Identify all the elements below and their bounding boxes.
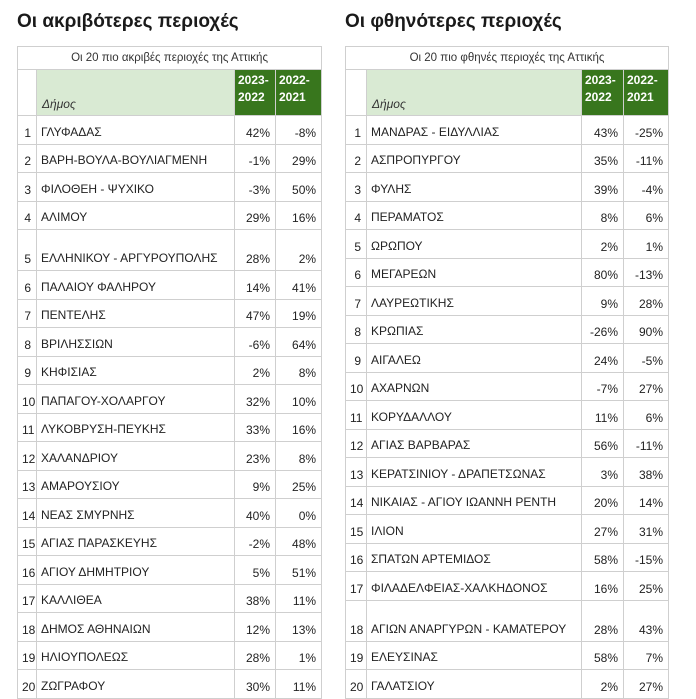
municipality-cell: ΝΕΑΣ ΣΜΥΡΝΗΣ bbox=[37, 499, 235, 528]
change-2023-2022-cell: 35% bbox=[582, 144, 624, 173]
municipality-cell: ΠΑΛΑΙΟΥ ΦΑΛΗΡΟΥ bbox=[37, 271, 235, 300]
table-row bbox=[346, 401, 669, 430]
municipality-cell: ΑΓΙΩΝ ΑΝΑΡΓΥΡΩΝ - ΚΑΜΑΤΕΡΟΥ bbox=[367, 600, 582, 641]
change-2022-2021-cell: 25% bbox=[624, 572, 669, 601]
change-2023-2022-cell: -3% bbox=[235, 173, 276, 202]
change-2023-2022-cell: 5% bbox=[235, 556, 276, 585]
change-2022-2021-cell: 50% bbox=[276, 173, 322, 202]
expensive-areas-title: Οι ακριβότερες περιοχές bbox=[17, 11, 239, 32]
rank-cell: 19 bbox=[18, 641, 37, 670]
change-2022-2021-cell: 1% bbox=[624, 230, 669, 259]
change-2023-2022-cell: 9% bbox=[582, 287, 624, 316]
rank-cell: 11 bbox=[18, 413, 37, 442]
change-2023-2022-cell: 27% bbox=[582, 515, 624, 544]
table-row bbox=[18, 173, 322, 202]
municipality-cell: ΜΑΝΔΡΑΣ - ΕΙΔΥΛΛΙΑΣ bbox=[367, 116, 582, 145]
table-caption: Οι 20 πιο φθηνές περιοχές της Αττικής bbox=[346, 47, 669, 70]
table-row bbox=[346, 344, 669, 373]
table-row bbox=[18, 641, 322, 670]
municipality-cell: ΜΕΓΑΡΕΩΝ bbox=[367, 258, 582, 287]
rank-cell: 9 bbox=[18, 356, 37, 385]
municipality-cell: ΕΛΕΥΣΙΝΑΣ bbox=[367, 641, 582, 670]
change-2023-2022-cell: -2% bbox=[235, 527, 276, 556]
municipality-cell: ΑΜΑΡΟΥΣΙΟΥ bbox=[37, 470, 235, 499]
change-2023-2022-cell: 40% bbox=[235, 499, 276, 528]
cheap-areas-title: Οι φθηνότερες περιοχές bbox=[345, 11, 562, 32]
change-2022-2021-cell: 31% bbox=[624, 515, 669, 544]
rank-cell: 3 bbox=[18, 173, 37, 202]
table-row bbox=[18, 271, 322, 300]
rank-cell: 12 bbox=[18, 442, 37, 471]
municipality-cell: ΣΠΑΤΩΝ ΑΡΤΕΜΙΔΟΣ bbox=[367, 543, 582, 572]
rank-cell: 11 bbox=[346, 401, 367, 430]
rank-cell: 15 bbox=[18, 527, 37, 556]
cheap-areas-table bbox=[345, 46, 669, 699]
municipality-cell: ΑΧΑΡΝΩΝ bbox=[367, 372, 582, 401]
change-2022-2021-cell: -8% bbox=[276, 116, 322, 145]
municipality-cell: ΚΟΡΥΔΑΛΛΟΥ bbox=[367, 401, 582, 430]
change-2023-2022-cell: 23% bbox=[235, 442, 276, 471]
change-2023-2022-cell: 11% bbox=[582, 401, 624, 430]
header-blank bbox=[18, 70, 37, 116]
change-2022-2021-cell: 48% bbox=[276, 527, 322, 556]
table-row bbox=[18, 328, 322, 357]
table-row bbox=[346, 173, 669, 202]
change-2023-2022-cell: 43% bbox=[582, 116, 624, 145]
year-header-2022-2021: 2022-2021 bbox=[276, 70, 322, 116]
change-2023-2022-cell: 80% bbox=[582, 258, 624, 287]
change-2022-2021-cell: 8% bbox=[276, 356, 322, 385]
rank-cell: 17 bbox=[346, 572, 367, 601]
change-2022-2021-cell: -13% bbox=[624, 258, 669, 287]
municipality-cell: ΛΑΥΡΕΩΤΙΚΗΣ bbox=[367, 287, 582, 316]
change-2023-2022-cell: 30% bbox=[235, 670, 276, 699]
change-2023-2022-cell: 2% bbox=[235, 356, 276, 385]
municipality-cell: ΑΓΙΟΥ ΔΗΜΗΤΡΙΟΥ bbox=[37, 556, 235, 585]
change-2022-2021-cell: -4% bbox=[624, 173, 669, 202]
table-row bbox=[18, 670, 322, 699]
change-2022-2021-cell: 7% bbox=[624, 641, 669, 670]
rank-cell: 4 bbox=[18, 201, 37, 230]
table-row bbox=[18, 356, 322, 385]
municipality-cell: ΦΙΛΟΘΕΗ - ΨΥΧΙΚΟ bbox=[37, 173, 235, 202]
rank-cell: 19 bbox=[346, 641, 367, 670]
change-2022-2021-cell: 38% bbox=[624, 458, 669, 487]
year-header-2023-2022: 2023-2022 bbox=[582, 70, 624, 116]
change-2023-2022-cell: 2% bbox=[582, 670, 624, 699]
change-2023-2022-cell: 32% bbox=[235, 385, 276, 414]
municipality-cell: ΒΡΙΛΗΣΣΙΩΝ bbox=[37, 328, 235, 357]
change-2022-2021-cell: 11% bbox=[276, 584, 322, 613]
municipality-cell: ΒΑΡΗ-ΒΟΥΛΑ-ΒΟΥΛΙΑΓΜΕΝΗ bbox=[37, 144, 235, 173]
table-row bbox=[18, 470, 322, 499]
change-2023-2022-cell: 8% bbox=[582, 201, 624, 230]
change-2023-2022-cell: 56% bbox=[582, 429, 624, 458]
municipality-cell: ΠΕΝΤΕΛΗΣ bbox=[37, 299, 235, 328]
rank-cell: 4 bbox=[346, 201, 367, 230]
municipality-cell: ΑΓΙΑΣ ΠΑΡΑΣΚΕΥΗΣ bbox=[37, 527, 235, 556]
change-2023-2022-cell: -6% bbox=[235, 328, 276, 357]
rank-cell: 8 bbox=[18, 328, 37, 357]
change-2022-2021-cell: 19% bbox=[276, 299, 322, 328]
municipality-cell: ΙΛΙΟΝ bbox=[367, 515, 582, 544]
change-2022-2021-cell: 13% bbox=[276, 613, 322, 642]
change-2023-2022-cell: 3% bbox=[582, 458, 624, 487]
change-2022-2021-cell: 8% bbox=[276, 442, 322, 471]
change-2022-2021-cell: 29% bbox=[276, 144, 322, 173]
table-row bbox=[346, 429, 669, 458]
table-row bbox=[346, 287, 669, 316]
table-row bbox=[346, 372, 669, 401]
table-row bbox=[18, 385, 322, 414]
change-2022-2021-cell: 14% bbox=[624, 486, 669, 515]
change-2023-2022-cell: 9% bbox=[235, 470, 276, 499]
table-row bbox=[18, 413, 322, 442]
rank-cell: 14 bbox=[346, 486, 367, 515]
table-row bbox=[18, 230, 322, 271]
change-2022-2021-cell: 16% bbox=[276, 201, 322, 230]
rank-cell: 2 bbox=[18, 144, 37, 173]
municipality-cell: ΖΩΓΡΑΦΟΥ bbox=[37, 670, 235, 699]
municipality-cell: ΔΗΜΟΣ ΑΘΗΝΑΙΩΝ bbox=[37, 613, 235, 642]
table-row bbox=[346, 458, 669, 487]
change-2023-2022-cell: 28% bbox=[235, 230, 276, 271]
rank-cell: 16 bbox=[18, 556, 37, 585]
table-row bbox=[18, 201, 322, 230]
change-2023-2022-cell: 42% bbox=[235, 116, 276, 145]
municipality-header: Δήμος bbox=[37, 70, 235, 116]
table-row bbox=[346, 641, 669, 670]
table-row bbox=[18, 442, 322, 471]
table-row bbox=[346, 230, 669, 259]
change-2022-2021-cell: 27% bbox=[624, 372, 669, 401]
change-2023-2022-cell: 47% bbox=[235, 299, 276, 328]
municipality-cell: ΑΙΓΑΛΕΩ bbox=[367, 344, 582, 373]
rank-cell: 17 bbox=[18, 584, 37, 613]
municipality-cell: ΓΑΛΑΤΣΙΟΥ bbox=[367, 670, 582, 699]
change-2023-2022-cell: 33% bbox=[235, 413, 276, 442]
change-2023-2022-cell: 20% bbox=[582, 486, 624, 515]
change-2023-2022-cell: 28% bbox=[235, 641, 276, 670]
rank-cell: 9 bbox=[346, 344, 367, 373]
change-2022-2021-cell: 64% bbox=[276, 328, 322, 357]
municipality-cell: ΝΙΚΑΙΑΣ - ΑΓΙΟΥ ΙΩΑΝΝΗ ΡΕΝΤΗ bbox=[367, 486, 582, 515]
municipality-cell: ΠΑΠΑΓΟΥ-ΧΟΛΑΡΓΟΥ bbox=[37, 385, 235, 414]
municipality-cell: ΠΕΡΑΜΑΤΟΣ bbox=[367, 201, 582, 230]
table-row bbox=[18, 527, 322, 556]
change-2023-2022-cell: 2% bbox=[582, 230, 624, 259]
change-2023-2022-cell: 12% bbox=[235, 613, 276, 642]
change-2022-2021-cell: -11% bbox=[624, 144, 669, 173]
rank-cell: 16 bbox=[346, 543, 367, 572]
rank-cell: 5 bbox=[346, 230, 367, 259]
change-2023-2022-cell: 28% bbox=[582, 600, 624, 641]
municipality-cell: ΚΑΛΛΙΘΕΑ bbox=[37, 584, 235, 613]
change-2022-2021-cell: 2% bbox=[276, 230, 322, 271]
change-2022-2021-cell: 1% bbox=[276, 641, 322, 670]
rank-cell: 10 bbox=[346, 372, 367, 401]
municipality-cell: ΚΕΡΑΤΣΙΝΙΟΥ - ΔΡΑΠΕΤΣΩΝΑΣ bbox=[367, 458, 582, 487]
municipality-cell: ΑΓΙΑΣ ΒΑΡΒΑΡΑΣ bbox=[367, 429, 582, 458]
change-2022-2021-cell: 25% bbox=[276, 470, 322, 499]
municipality-cell: ΗΛΙΟΥΠΟΛΕΩΣ bbox=[37, 641, 235, 670]
change-2022-2021-cell: 10% bbox=[276, 385, 322, 414]
table-row bbox=[18, 613, 322, 642]
rank-cell: 14 bbox=[18, 499, 37, 528]
table-row bbox=[346, 515, 669, 544]
change-2023-2022-cell: -7% bbox=[582, 372, 624, 401]
change-2022-2021-cell: 16% bbox=[276, 413, 322, 442]
change-2023-2022-cell: 58% bbox=[582, 641, 624, 670]
table-row bbox=[346, 543, 669, 572]
municipality-cell: ΑΣΠΡΟΠΥΡΓΟΥ bbox=[367, 144, 582, 173]
change-2023-2022-cell: 39% bbox=[582, 173, 624, 202]
municipality-cell: ΓΛΥΦΑΔΑΣ bbox=[37, 116, 235, 145]
expensive-areas-table bbox=[17, 46, 322, 699]
change-2022-2021-cell: 0% bbox=[276, 499, 322, 528]
change-2022-2021-cell: 90% bbox=[624, 315, 669, 344]
change-2022-2021-cell: 6% bbox=[624, 201, 669, 230]
table-row bbox=[18, 584, 322, 613]
municipality-cell: ΛΥΚΟΒΡΥΣΗ-ΠΕΥΚΗΣ bbox=[37, 413, 235, 442]
table-row bbox=[346, 486, 669, 515]
rank-cell: 10 bbox=[18, 385, 37, 414]
rank-cell: 5 bbox=[18, 230, 37, 271]
year-header-2022-2021: 2022-2021 bbox=[624, 70, 669, 116]
rank-cell: 7 bbox=[346, 287, 367, 316]
municipality-cell: ΧΑΛΑΝΔΡΙΟΥ bbox=[37, 442, 235, 471]
year-header-2023-2022: 2023-2022 bbox=[235, 70, 276, 116]
change-2022-2021-cell: 43% bbox=[624, 600, 669, 641]
rank-cell: 15 bbox=[346, 515, 367, 544]
change-2023-2022-cell: 14% bbox=[235, 271, 276, 300]
change-2022-2021-cell: 6% bbox=[624, 401, 669, 430]
rank-cell: 18 bbox=[18, 613, 37, 642]
change-2023-2022-cell: 38% bbox=[235, 584, 276, 613]
rank-cell: 20 bbox=[18, 670, 37, 699]
rank-cell: 12 bbox=[346, 429, 367, 458]
municipality-cell: ΚΡΩΠΙΑΣ bbox=[367, 315, 582, 344]
rank-cell: 2 bbox=[346, 144, 367, 173]
rank-cell: 13 bbox=[18, 470, 37, 499]
municipality-cell: ΦΙΛΑΔΕΛΦΕΙΑΣ-ΧΑΛΚΗΔΟΝΟΣ bbox=[367, 572, 582, 601]
table-row bbox=[346, 201, 669, 230]
rank-cell: 1 bbox=[18, 116, 37, 145]
header-blank bbox=[346, 70, 367, 116]
change-2023-2022-cell: 58% bbox=[582, 543, 624, 572]
rank-cell: 7 bbox=[18, 299, 37, 328]
municipality-cell: ΩΡΩΠΟΥ bbox=[367, 230, 582, 259]
table-row bbox=[346, 315, 669, 344]
table-row bbox=[346, 258, 669, 287]
table-row bbox=[346, 572, 669, 601]
change-2022-2021-cell: 41% bbox=[276, 271, 322, 300]
rank-cell: 3 bbox=[346, 173, 367, 202]
table-row bbox=[18, 299, 322, 328]
table-row bbox=[346, 600, 669, 641]
change-2022-2021-cell: -5% bbox=[624, 344, 669, 373]
municipality-header: Δήμος bbox=[367, 70, 582, 116]
expensive-areas-rows bbox=[18, 116, 322, 699]
table-row bbox=[18, 116, 322, 145]
municipality-cell: ΑΛΙΜΟΥ bbox=[37, 201, 235, 230]
change-2022-2021-cell: -11% bbox=[624, 429, 669, 458]
table-row bbox=[346, 670, 669, 699]
rank-cell: 6 bbox=[346, 258, 367, 287]
change-2023-2022-cell: 29% bbox=[235, 201, 276, 230]
municipality-cell: ΕΛΛΗΝΙΚΟΥ - ΑΡΓΥΡΟΥΠΟΛΗΣ bbox=[37, 230, 235, 271]
change-2023-2022-cell: -26% bbox=[582, 315, 624, 344]
change-2023-2022-cell: -1% bbox=[235, 144, 276, 173]
cheap-areas-rows bbox=[346, 116, 669, 699]
table-row bbox=[346, 116, 669, 145]
change-2022-2021-cell: -15% bbox=[624, 543, 669, 572]
change-2022-2021-cell: 27% bbox=[624, 670, 669, 699]
change-2022-2021-cell: 28% bbox=[624, 287, 669, 316]
rank-cell: 1 bbox=[346, 116, 367, 145]
change-2023-2022-cell: 24% bbox=[582, 344, 624, 373]
change-2023-2022-cell: 16% bbox=[582, 572, 624, 601]
change-2022-2021-cell: -25% bbox=[624, 116, 669, 145]
rank-cell: 18 bbox=[346, 600, 367, 641]
rank-cell: 8 bbox=[346, 315, 367, 344]
municipality-cell: ΦΥΛΗΣ bbox=[367, 173, 582, 202]
table-caption: Οι 20 πιο ακριβές περιοχές της Αττικής bbox=[18, 47, 322, 70]
table-row bbox=[18, 556, 322, 585]
change-2022-2021-cell: 51% bbox=[276, 556, 322, 585]
rank-cell: 6 bbox=[18, 271, 37, 300]
rank-cell: 20 bbox=[346, 670, 367, 699]
rank-cell: 13 bbox=[346, 458, 367, 487]
table-row bbox=[18, 144, 322, 173]
change-2022-2021-cell: 11% bbox=[276, 670, 322, 699]
municipality-cell: ΚΗΦΙΣΙΑΣ bbox=[37, 356, 235, 385]
table-row bbox=[18, 499, 322, 528]
table-row bbox=[346, 144, 669, 173]
